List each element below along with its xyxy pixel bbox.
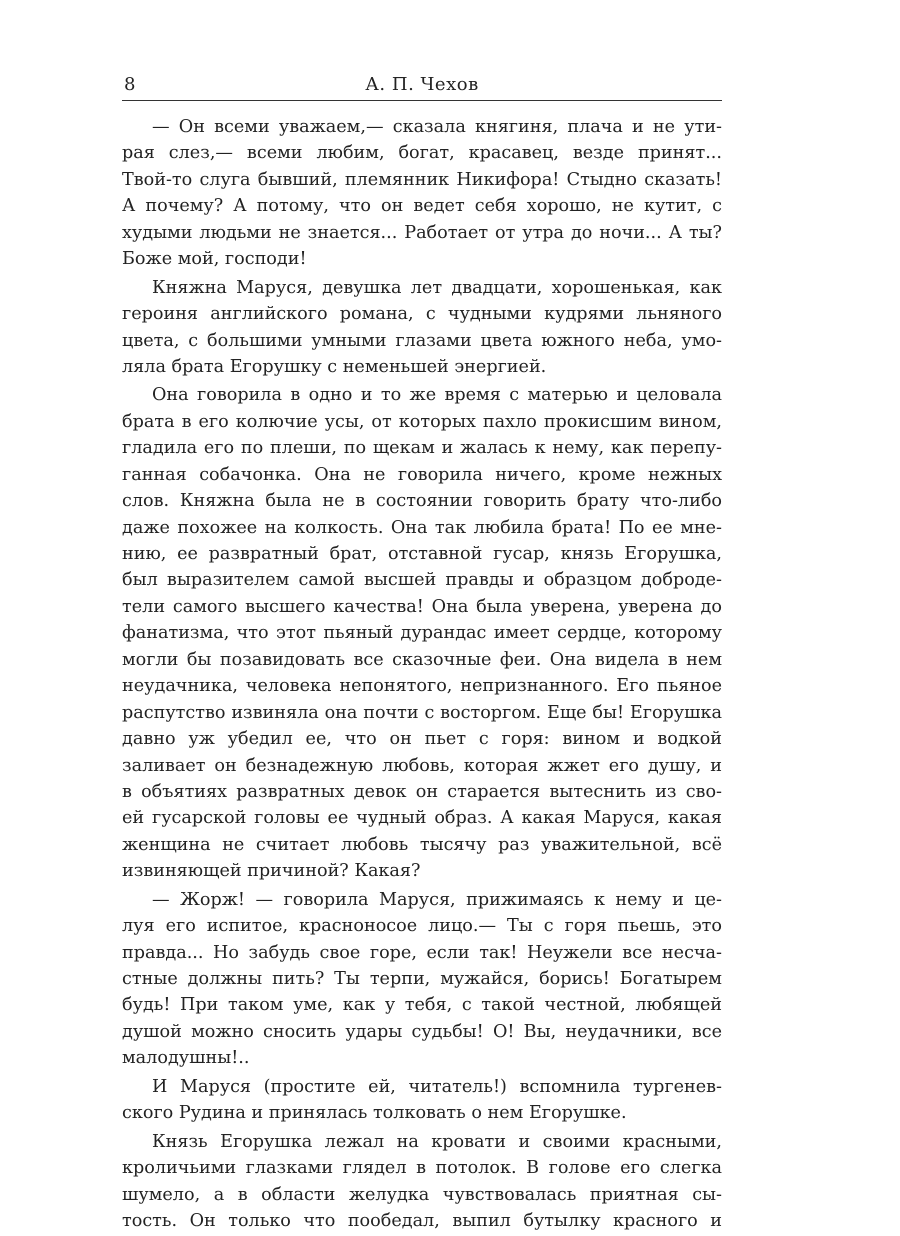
- text-line: даже похожее на колкость. Она так любила брата! По ее мне-: [122, 517, 722, 538]
- text-line: И Маруся (простите ей, читатель!) вспомнила тургенев-: [152, 1076, 722, 1097]
- text-line: героиня английского романа, с чудными кудрями льняного: [122, 304, 722, 325]
- running-title: А. П. Чехов: [365, 74, 479, 95]
- text-line: стные должны пить? Ты терпи, мужайся, борись! Богатырем: [122, 969, 722, 989]
- paragraph: [122, 275, 722, 381]
- text-line: неудачника, человека непонятого, непризнанного. Его пьяное: [122, 676, 722, 697]
- text-line: Князь Егорушка лежал на кровати и своими красными,: [152, 1131, 722, 1152]
- text-line: — Он всеми уважаем,— сказала княгиня, плача и не ути-: [152, 117, 722, 137]
- text-line: тость. Он только что пообедал, выпил бутылку красного и: [122, 1210, 722, 1231]
- text-line: цвета, с большими умными глазами цвета южного неба, умо-: [122, 330, 722, 351]
- text-line: душой можно сносить удары судьбы! О! Вы, неудачники, все: [122, 1021, 722, 1042]
- text-line: извиняющей причиной? Какая?: [122, 861, 421, 882]
- text-line: Она говорила в одно и то же время с матерью и целовала: [152, 385, 722, 406]
- text-line: ляла брата Егорушку с неменьшей энергией.: [122, 356, 547, 377]
- text-line: могли бы позавидовать все сказочные феи. Она видела в нем: [122, 649, 722, 670]
- text-line: в объятиях развратных девок он старается вытеснить из сво-: [122, 781, 722, 802]
- text-line: — Жорж! — говорила Маруся, прижимаясь к нему и це-: [152, 889, 722, 910]
- text-line: ского Рудина и принялась толковать о нем Егорушке.: [122, 1103, 627, 1124]
- text-line: брата в его колючие усы, от которых пахло прокисшим вином,: [122, 411, 722, 432]
- paragraph: [122, 382, 722, 884]
- text-line: будь! При таком уме, как у тебя, с такой честной, любящей: [122, 995, 722, 1016]
- text-line: распутство извиняла она почти с восторгом. Еще бы! Егорушка: [122, 702, 722, 723]
- text-line: заливает он безнадежную любовь, которая жжет его душу, и: [122, 755, 722, 776]
- text-line: малодушны!..: [122, 1048, 250, 1069]
- text-line: худыми людьми не знается... Работает от утра до ночи... А ты?: [122, 222, 722, 243]
- text-line: ей гусарской головы ее чудный образ. А какая Маруся, какая: [122, 808, 722, 829]
- text-line: женщина не считает любовь тысячу раз уважительной, всё: [122, 834, 722, 855]
- text-line: тели самого высшего качества! Она была уверена, уверена до: [122, 596, 722, 617]
- text-line: правда... Но забудь свое горе, если так! Неужели все несча-: [122, 942, 722, 963]
- paragraph: [122, 1074, 722, 1127]
- text-line: шумело, а в области желудка чувствовалась приятная сы-: [122, 1184, 722, 1205]
- text-line: фанатизма, что этот пьяный дурандас имеет сердце, которому: [122, 623, 722, 644]
- text-line: Боже мой, господи!: [122, 249, 307, 270]
- text-line: Княжна Маруся, девушка лет двадцати, хорошенькая, как: [152, 277, 722, 298]
- text-line: луя его испитое, красноносое лицо.— Ты с горя пьешь, это: [122, 916, 722, 937]
- text-line: был выразителем самой высшей правды и образцом доброде-: [122, 570, 722, 591]
- text-line: ганная собачонка. Она не говорила ничего, кроме нежных: [122, 464, 722, 485]
- body-text: [122, 114, 722, 1236]
- text-line: кроличьими глазками глядел в потолок. В голове его слегка: [122, 1158, 722, 1179]
- text-line: Твой-то слуга бывший, племянник Никифора! Стыдно сказать!: [122, 169, 722, 190]
- text-line: нию, ее развратный брат, отставной гусар, князь Егорушка,: [122, 544, 722, 564]
- text-line: А почему? А потому, что он ведет себя хорошо, не кутит, с: [122, 196, 722, 217]
- paragraph: [122, 887, 722, 1072]
- text-line: рая слез,— всеми любим, богат, красавец, везде принят...: [122, 143, 722, 164]
- text-line: слов. Княжна была не в состоянии говорить брату что-либо: [122, 491, 722, 512]
- text-line: давно уж убедил ее, что он пьет с горя: вином и водкой: [122, 729, 722, 750]
- paragraph: [122, 114, 722, 273]
- text-line: гладила его по плеши, по щекам и жалась к нему, как перепу-: [122, 438, 722, 459]
- page-header: [122, 72, 722, 101]
- page-number: 8: [124, 74, 136, 95]
- paragraph: [122, 1129, 722, 1235]
